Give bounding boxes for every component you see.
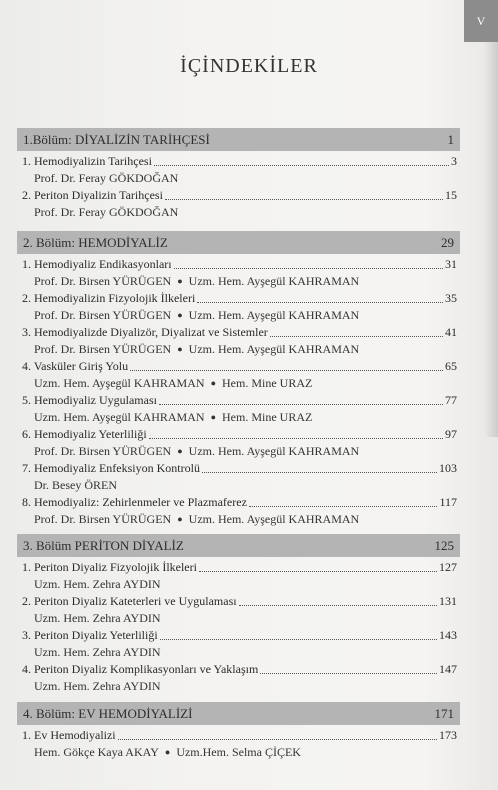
entry-page-number: 31: [445, 257, 457, 271]
toc-entry[interactable]: [22, 461, 457, 478]
author-name: Uzm. Hem. Zehra AYDIN: [34, 679, 161, 693]
entry-title: 6. Hemodiyaliz Yeterliliği: [22, 427, 147, 441]
section-page-number: 125: [434, 538, 454, 553]
author-name: Uzm. Hem. Ayşegül KAHRAMAN: [188, 512, 360, 526]
author-name: Prof. Dr. Birsen YÜRÜGEN: [34, 342, 172, 356]
entry-authors: [34, 171, 178, 186]
dot-leader: [260, 673, 437, 674]
section-page-number: 171: [434, 706, 454, 721]
author-name: Uzm.Hem. Selma ÇİÇEK: [176, 745, 301, 759]
entry-page-number: 117: [439, 495, 457, 509]
entry-title: 4. Periton Diyaliz Komplikasyonları ve Yaklaşım: [22, 662, 259, 676]
entry-authors: [34, 745, 301, 760]
entry-title: 3. Hemodiyalizde Diyalizör, Diyalizat ve Sistemler: [22, 325, 268, 339]
toc-entry[interactable]: [22, 728, 457, 745]
toc-entry[interactable]: [22, 154, 457, 171]
entry-authors: [34, 577, 161, 592]
entry-title: 1. Hemodiyalizin Tarihçesi: [22, 154, 152, 168]
section-header: [17, 231, 460, 254]
toc-entry[interactable]: [22, 325, 457, 342]
entry-authors: [34, 512, 359, 527]
author-name: Dr. Besey ÖREN: [34, 478, 117, 492]
author-name: Prof. Dr. Birsen YÜRÜGEN: [34, 512, 172, 526]
dot-leader: [249, 506, 438, 507]
entry-authors: [34, 342, 359, 357]
entry-authors: [34, 679, 161, 694]
author-name: Prof. Dr. Birsen YÜRÜGEN: [34, 444, 172, 458]
section-header: [17, 534, 460, 557]
bullet-separator: ●: [177, 344, 183, 354]
entry-page-number: 103: [439, 461, 457, 475]
section-header: [17, 128, 460, 151]
section-title: 3. Bölüm PERİTON DİYALİZ: [23, 538, 184, 553]
page-title: İÇİNDEKİLER: [180, 55, 318, 77]
section-page-number: 29: [441, 235, 454, 250]
dot-leader: [165, 199, 443, 200]
entry-title: 8. Hemodiyaliz: Zehirlenmeler ve Plazmaferez: [22, 495, 247, 509]
entry-authors: [34, 274, 359, 289]
author-name: Hem. Gökçe Kaya AKAY: [34, 745, 159, 759]
toc-entry[interactable]: [22, 188, 457, 205]
page-marker: V: [476, 14, 486, 28]
author-name: Uzm. Hem. Zehra AYDIN: [34, 645, 161, 659]
entry-title: 3. Periton Diyaliz Yeterliliği: [22, 628, 158, 642]
entry-page-number: 35: [445, 291, 457, 305]
author-name: Prof. Dr. Birsen YÜRÜGEN: [34, 274, 172, 288]
entry-title: 1. Periton Diyaliz Fizyolojik İlkeleri: [22, 560, 197, 574]
entry-page-number: 3: [451, 154, 457, 168]
bullet-separator: ●: [164, 747, 171, 757]
entry-page-number: 127: [439, 560, 457, 574]
entry-title: 2. Periton Diyalizin Tarihçesi: [22, 188, 163, 202]
author-name: Hem. Mine URAZ: [222, 376, 313, 390]
bullet-separator: ●: [210, 378, 216, 388]
dot-leader: [270, 336, 443, 337]
entry-page-number: 65: [445, 359, 457, 373]
entry-title: 2. Periton Diyaliz Kateterleri ve Uygulaması: [22, 594, 237, 608]
dot-leader: [174, 268, 443, 269]
bullet-separator: ●: [177, 446, 183, 456]
author-name: Hem. Mine URAZ: [222, 410, 313, 424]
dot-leader: [160, 639, 437, 640]
entry-authors: [34, 410, 312, 425]
page-edge-shadow: [484, 42, 498, 437]
section-title: 2. Bölüm: HEMODİYALİZ: [23, 235, 168, 250]
entry-title: 1. Ev Hemodiyalizi: [22, 728, 116, 742]
dot-leader: [149, 438, 443, 439]
section-title: 4. Bölüm: EV HEMODİYALİZİ: [23, 706, 193, 721]
entry-authors: [34, 645, 161, 660]
section-header: [17, 702, 460, 725]
toc-entry[interactable]: [22, 594, 457, 611]
author-name: Prof. Dr. Birsen YÜRÜGEN: [34, 308, 172, 322]
bullet-separator: ●: [177, 514, 183, 524]
toc-entry[interactable]: [22, 291, 457, 308]
dot-leader: [239, 605, 437, 606]
entry-page-number: 173: [439, 728, 457, 742]
dot-leader: [202, 472, 437, 473]
author-name: Uzm. Hem. Ayşegül KAHRAMAN: [188, 308, 360, 322]
toc-entry[interactable]: [22, 359, 457, 376]
dot-leader: [154, 165, 449, 166]
bullet-separator: ●: [210, 412, 216, 422]
section-page-number: 1: [447, 132, 454, 147]
page-number-tab: [464, 0, 498, 42]
toc-entry[interactable]: [22, 495, 457, 512]
entry-title: 1. Hemodiyaliz Endikasyonları: [22, 257, 172, 271]
entry-page-number: 97: [445, 427, 457, 441]
entry-authors: [34, 308, 359, 323]
dot-leader: [118, 739, 437, 740]
entry-title: 7. Hemodiyaliz Enfeksiyon Kontrolü: [22, 461, 200, 475]
dot-leader: [199, 571, 437, 572]
entry-page-number: 131: [439, 594, 457, 608]
toc-entry[interactable]: [22, 427, 457, 444]
entry-page-number: 77: [445, 393, 457, 407]
dot-leader: [130, 370, 443, 371]
author-name: Uzm. Hem. Ayşegül KAHRAMAN: [188, 342, 360, 356]
dot-leader: [159, 404, 443, 405]
dot-leader: [197, 302, 443, 303]
entry-page-number: 147: [439, 662, 457, 676]
toc-entry[interactable]: [22, 662, 457, 679]
section-title: 1.Bölüm: DİYALİZİN TARİHÇESİ: [23, 132, 210, 147]
author-name: Prof. Dr. Feray GÖKDOĞAN: [34, 205, 179, 219]
entry-authors: [34, 444, 359, 459]
entry-authors: [34, 205, 178, 220]
toc-entry[interactable]: [22, 628, 457, 645]
entry-authors: [34, 478, 117, 493]
author-name: Prof. Dr. Feray GÖKDOĞAN: [34, 171, 179, 185]
entry-page-number: 15: [445, 188, 457, 202]
author-name: Uzm. Hem. Ayşegül KAHRAMAN: [34, 410, 205, 424]
entry-title: 5. Hemodiyaliz Uygulaması: [22, 393, 157, 407]
entry-title: 4. Vasküler Giriş Yolu: [22, 359, 129, 373]
author-name: Uzm. Hem. Zehra AYDIN: [34, 611, 161, 625]
entry-page-number: 41: [445, 325, 457, 339]
author-name: Uzm. Hem. Ayşegül KAHRAMAN: [188, 444, 360, 458]
toc-entry[interactable]: [22, 257, 457, 274]
bullet-separator: ●: [177, 276, 183, 286]
toc-entry[interactable]: [22, 560, 457, 577]
entry-title: 2. Hemodiyalizin Fizyolojik İlkeleri: [22, 291, 196, 305]
toc-entry[interactable]: [22, 393, 457, 410]
bullet-separator: ●: [177, 310, 183, 320]
author-name: Uzm. Hem. Ayşegül KAHRAMAN: [34, 376, 205, 390]
author-name: Uzm. Hem. Ayşegül KAHRAMAN: [188, 274, 360, 288]
entry-authors: [34, 376, 312, 391]
author-name: Uzm. Hem. Zehra AYDIN: [34, 577, 161, 591]
entry-page-number: 143: [439, 628, 457, 642]
entry-authors: [34, 611, 161, 626]
